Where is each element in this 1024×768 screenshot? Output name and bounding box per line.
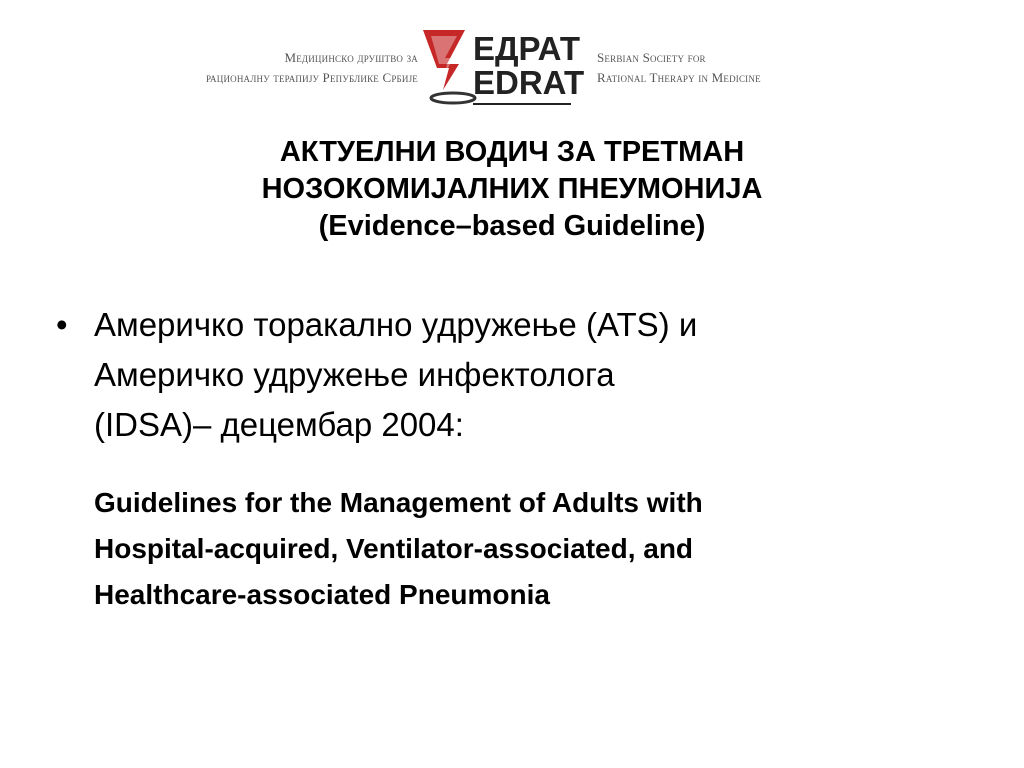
org-name-english-line-2: Rational Therapy in Medicine xyxy=(597,70,761,85)
org-name-english xyxy=(597,48,957,88)
logo-word-bottom: EDRAT xyxy=(473,64,585,101)
title-line-3: (Evidence–based Guideline) xyxy=(318,210,706,242)
logo-word-top: ЕДРАТ xyxy=(473,30,580,67)
slide-body xyxy=(48,300,978,618)
guideline-line-1: Guidelines for the Management of Adults with xyxy=(94,487,703,518)
bullet-line-1: Америчко торакално удружење (ATS) и xyxy=(94,306,698,343)
org-name-serbian-line-1: Медицинско друштво за xyxy=(284,50,418,65)
title-line-1: АКТУЕЛНИ ВОДИЧ ЗА ТРЕТМАН xyxy=(279,136,745,168)
title-line-2: НОЗОКОМИЈАЛНИХ ПНЕУМОНИЈА xyxy=(261,173,763,205)
guideline-line-3: Healthcare-associated Pneumonia xyxy=(94,579,550,610)
org-name-serbian xyxy=(58,48,418,88)
org-name-serbian-line-2: рационалну терапију Републике Србије xyxy=(206,70,418,85)
guideline-line-2: Hospital-acquired, Ventilator-associated, and xyxy=(94,533,694,564)
bullet-marker: • xyxy=(56,306,68,343)
org-name-english-line-1: Serbian Society for xyxy=(597,50,706,65)
guideline-title xyxy=(48,480,978,618)
bullet-item xyxy=(48,300,978,450)
slide-header xyxy=(0,0,1024,120)
medrat-logo xyxy=(423,28,585,110)
logo-base-swoosh xyxy=(431,93,475,103)
slide-title xyxy=(62,134,962,245)
bullet-line-3: (IDSA)– децембар 2004: xyxy=(94,406,464,443)
bullet-line-2: Америчко удружење инфектолога xyxy=(94,356,615,393)
